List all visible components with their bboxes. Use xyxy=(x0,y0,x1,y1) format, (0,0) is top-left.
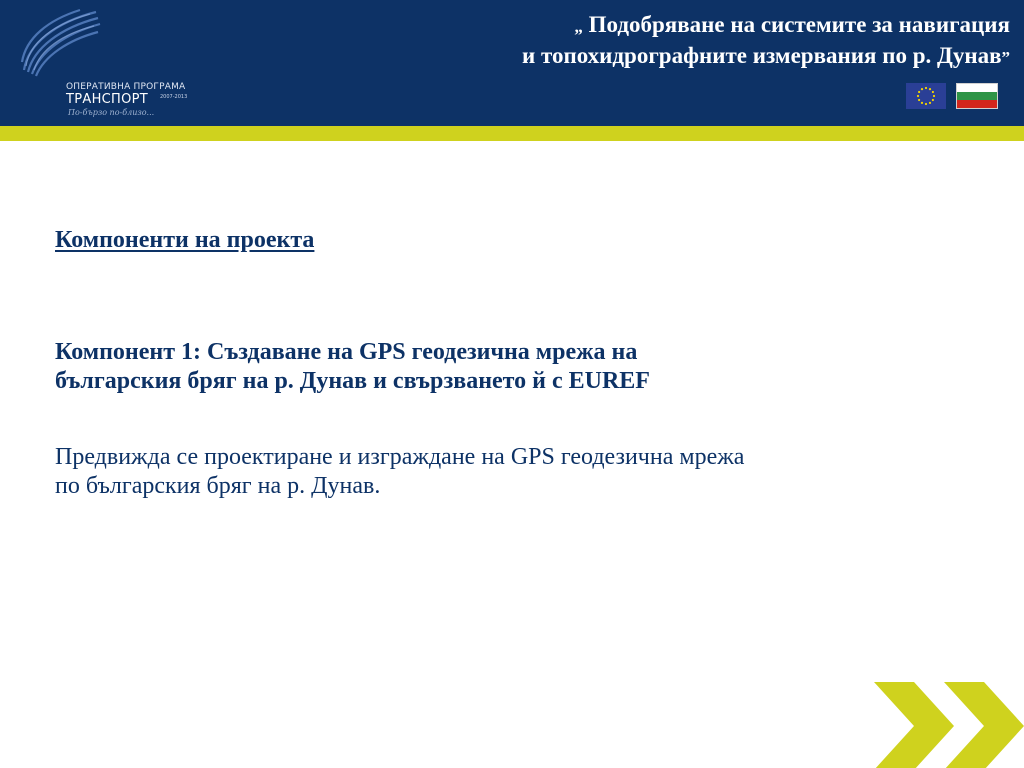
logo-transport-text: ТРАНСПОРТ xyxy=(66,92,149,107)
logo-slogan-text: По-бързо по-близо... xyxy=(68,108,155,117)
logo-years-text: 2007-2013 xyxy=(160,94,188,100)
component-heading xyxy=(55,338,955,396)
section-heading: Компоненти на проекта xyxy=(55,227,315,253)
slide-title xyxy=(250,10,1010,72)
chevron-right-shape xyxy=(944,682,1024,768)
slide-title-line1 xyxy=(250,10,1010,41)
description-line2: по българския бряг на р. Дунав. xyxy=(55,473,381,499)
component-description xyxy=(55,443,995,501)
description-line1: Предвижда се проектиране и изграждане на GPS геодезична мрежа xyxy=(55,444,745,470)
title-line1-text: Подобряване на системите за навигация xyxy=(588,12,1010,37)
title-close-quote: ” xyxy=(1001,48,1010,67)
header-accent-stripe xyxy=(0,126,1024,141)
swirl-logo-icon xyxy=(14,8,114,88)
title-open-quote: „ xyxy=(574,17,583,36)
title-line2-text: и топохидрографните измервания по р. Дунав xyxy=(521,43,1002,68)
program-logo xyxy=(14,8,189,118)
eu-flag-icon xyxy=(906,83,946,109)
component-heading-line1: Компонент 1: Създаване на GPS геодезична мрежа на xyxy=(55,339,638,365)
slide-title-line2 xyxy=(250,41,1010,72)
header-banner xyxy=(0,0,1024,126)
component-heading-line2: българския бряг на р. Дунав и свързването й с EUREF xyxy=(55,368,650,394)
next-chevrons-icon xyxy=(868,676,1024,768)
bulgaria-flag-icon xyxy=(956,83,998,109)
chevron-left-shape xyxy=(874,682,954,768)
logo-program-text: ОПЕРАТИВНА ПРОГРАМА xyxy=(66,82,186,92)
